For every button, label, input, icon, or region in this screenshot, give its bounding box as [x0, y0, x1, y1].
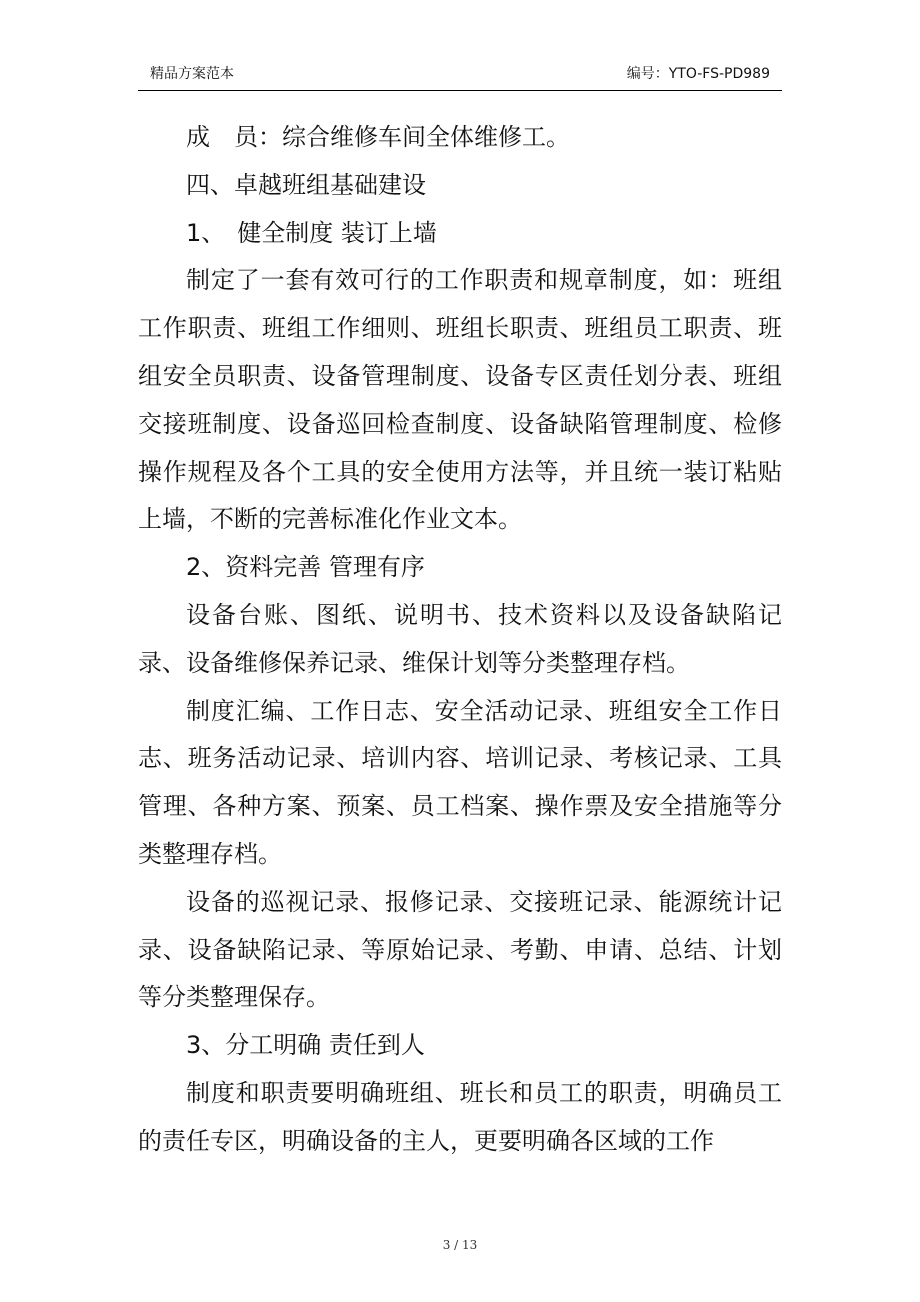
subsection-heading: 2、资料完善 管理有序 — [186, 553, 425, 582]
paragraph: 制度汇编、工作日志、安全活动记录、班组安全工作日志、班务活动记录、培训内容、培训记录、考核记录、工具管理、各种方案、预案、员工档案、操作票及安全措施等分类整理存档。 — [138, 696, 782, 868]
members-line: 成 员：综合维修车间全体维修工。 — [186, 123, 570, 151]
section-heading: 四、卓越班组基础建设 — [186, 170, 426, 199]
paragraph: 设备台账、图纸、说明书、技术资料以及设备缺陷记录、设备维修保养记录、维保计划等分类整理存档。 — [138, 600, 782, 677]
document-number: 编号：YTO-FS-PD989 — [626, 66, 770, 82]
paragraph: 制定了一套有效可行的工作职责和规章制度，如：班组工作职责、班组工作细则、班组长职责、班组员工职责、班组安全员职责、设备管理制度、设备专区责任划分表、班组交接班制度、设备巡回检查制度、设备缺陷管理制度、检修操作规程及各个工具的安全使用方法等，并且统一装订粘贴上墙，不断的完善标准化作业文本。 — [138, 266, 782, 534]
paragraph: 制度和职责要明确班组、班长和员工的职责，明确员工的责任专区，明确设备的主人，更要明确各区域的工作 — [138, 1078, 782, 1155]
page-number: 3 / 13 — [442, 1238, 478, 1252]
subsection-heading: 3、分工明确 责任到人 — [186, 1031, 425, 1060]
document-body — [138, 114, 782, 1166]
subsection-heading: 1、 健全制度 装订上墙 — [186, 218, 437, 247]
header-title: 精品方案范本 — [150, 66, 234, 82]
page-header — [138, 62, 782, 91]
paragraph: 设备的巡视记录、报修记录、交接班记录、能源统计记录、设备缺陷记录、等原始记录、考勤、申请、总结、计划等分类整理保存。 — [138, 887, 782, 1012]
